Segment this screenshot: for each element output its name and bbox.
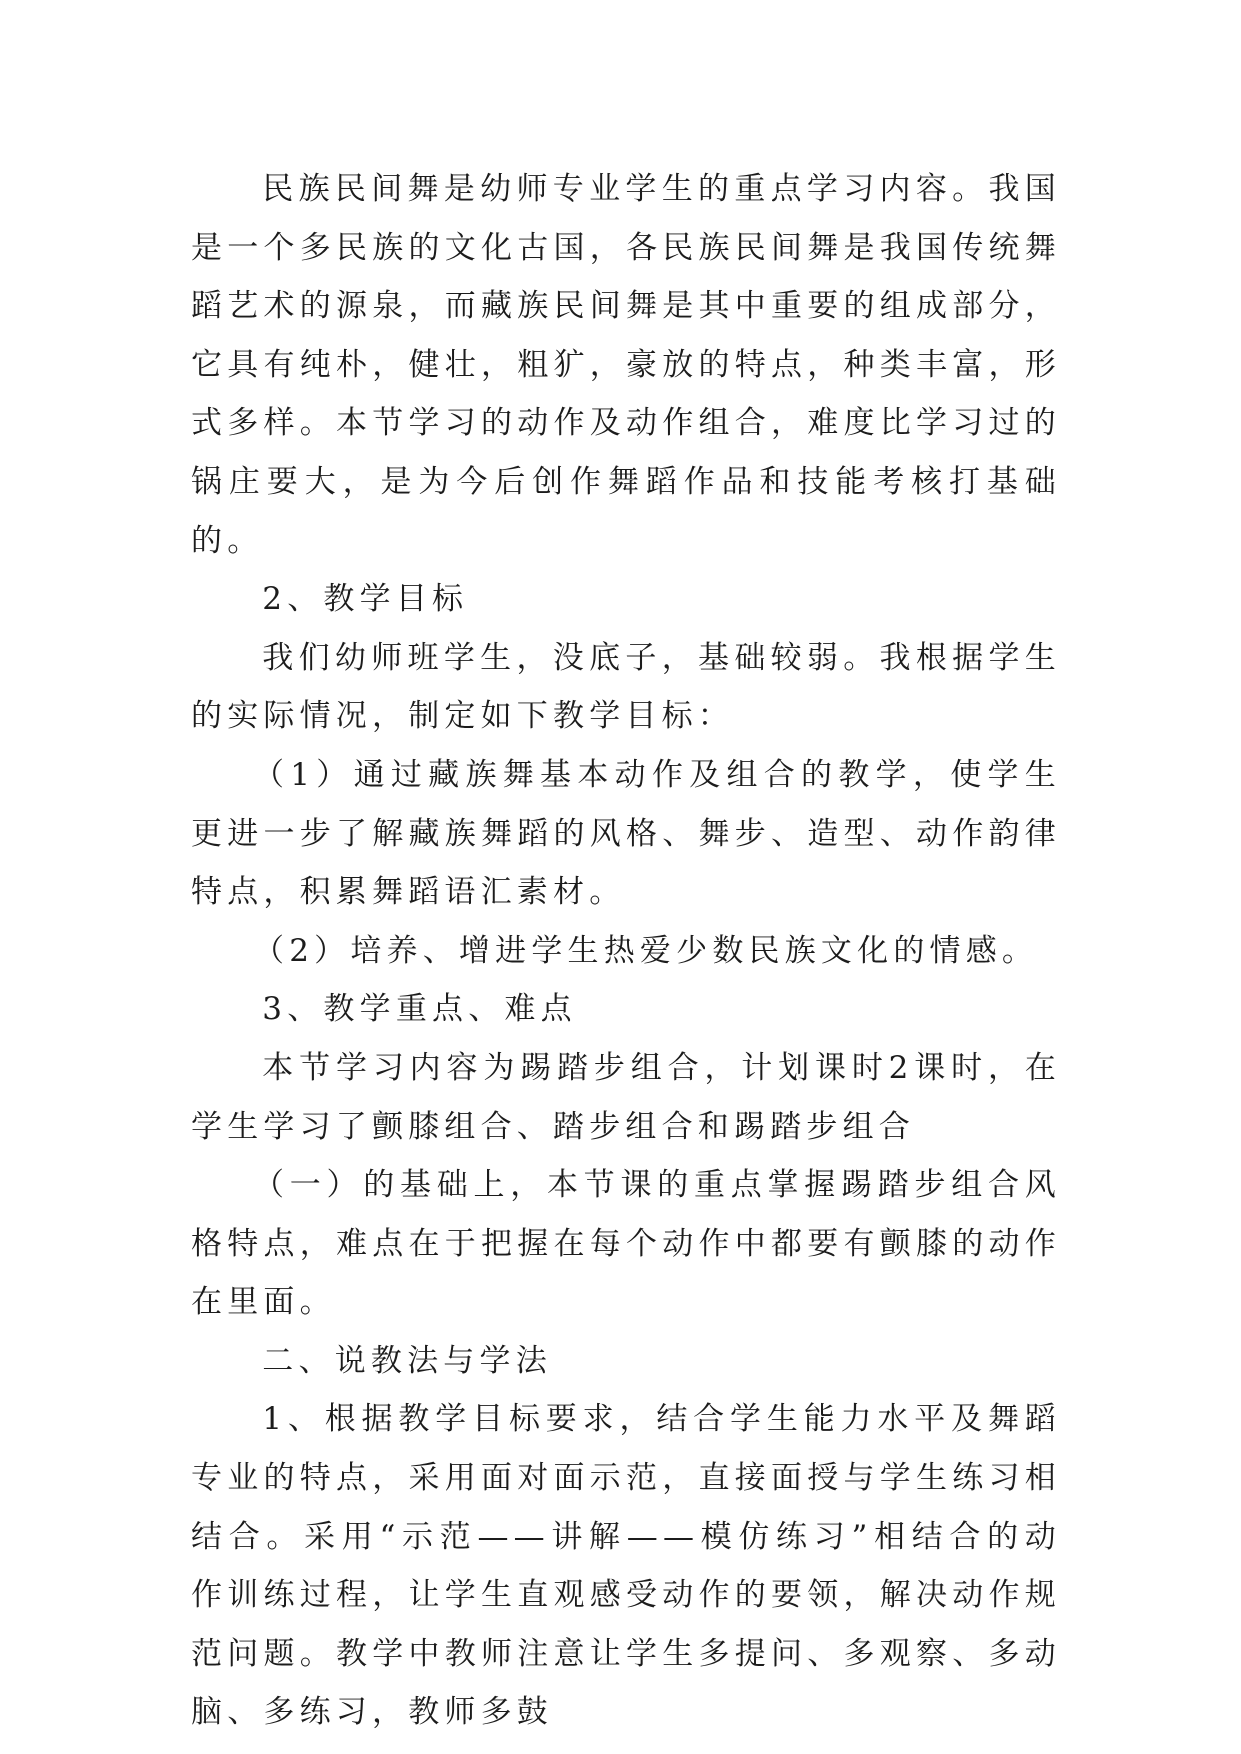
heading-methods: 二、说教法与学法 [262,1342,552,1379]
paragraph-lesson-content: 本节学习内容为踢踏步组合，计划课时2课时，在学生学习了颤膝组合、踏步组合和踢踏步组合 [191,1049,1061,1145]
paragraph-intro: 民族民间舞是幼师专业学生的重点学习内容。我国是一个多民族的文化古国，各民族民间舞是我国传统舞蹈艺术的源泉，而藏族民间舞是其中重要的组成部分，它具有纯朴，健壮，粗犷，豪放的特点，种类丰富，形式多样。本节学习的动作及动作组合，难度比学习过的锅庄要大，是为今后创作舞蹈作品和技能考核打基础的。 [191,171,1061,559]
paragraph-goal-1: （1）通过藏族舞基本动作及组合的教学，使学生更进一步了解藏族舞蹈的风格、舞步、造型、动作韵律特点，积累舞蹈语汇素材。 [191,756,1061,911]
paragraph-student-situation: 我们幼师班学生，没底子，基础较弱。我根据学生的实际情况，制定如下教学目标： [191,639,1061,735]
paragraph-goal-2: （2）培养、增进学生热爱少数民族文化的情感。 [253,932,1039,969]
heading-teaching-goals: 2、教学目标 [262,581,469,618]
document-body [191,160,1061,1742]
paragraph-method-1: 1、根据教学目标要求，结合学生能力水平及舞蹈专业的特点，采用面对面示范，直接面授与学生练习相结合。采用“示范——讲解——模仿练习”相结合的动作训练过程，让学生直观感受动作的要领，解决动作规范问题。教学中教师注意让学生多提问、多观察、多动脑、多练习，教师多鼓 [191,1401,1061,1731]
paragraph-key-difficulty: （一）的基础上，本节课的重点掌握踢踏步组合风格特点，难点在于把握在每个动作中都要有颤膝的动作在里面。 [191,1167,1061,1321]
heading-key-points: 3、教学重点、难点 [262,991,577,1028]
